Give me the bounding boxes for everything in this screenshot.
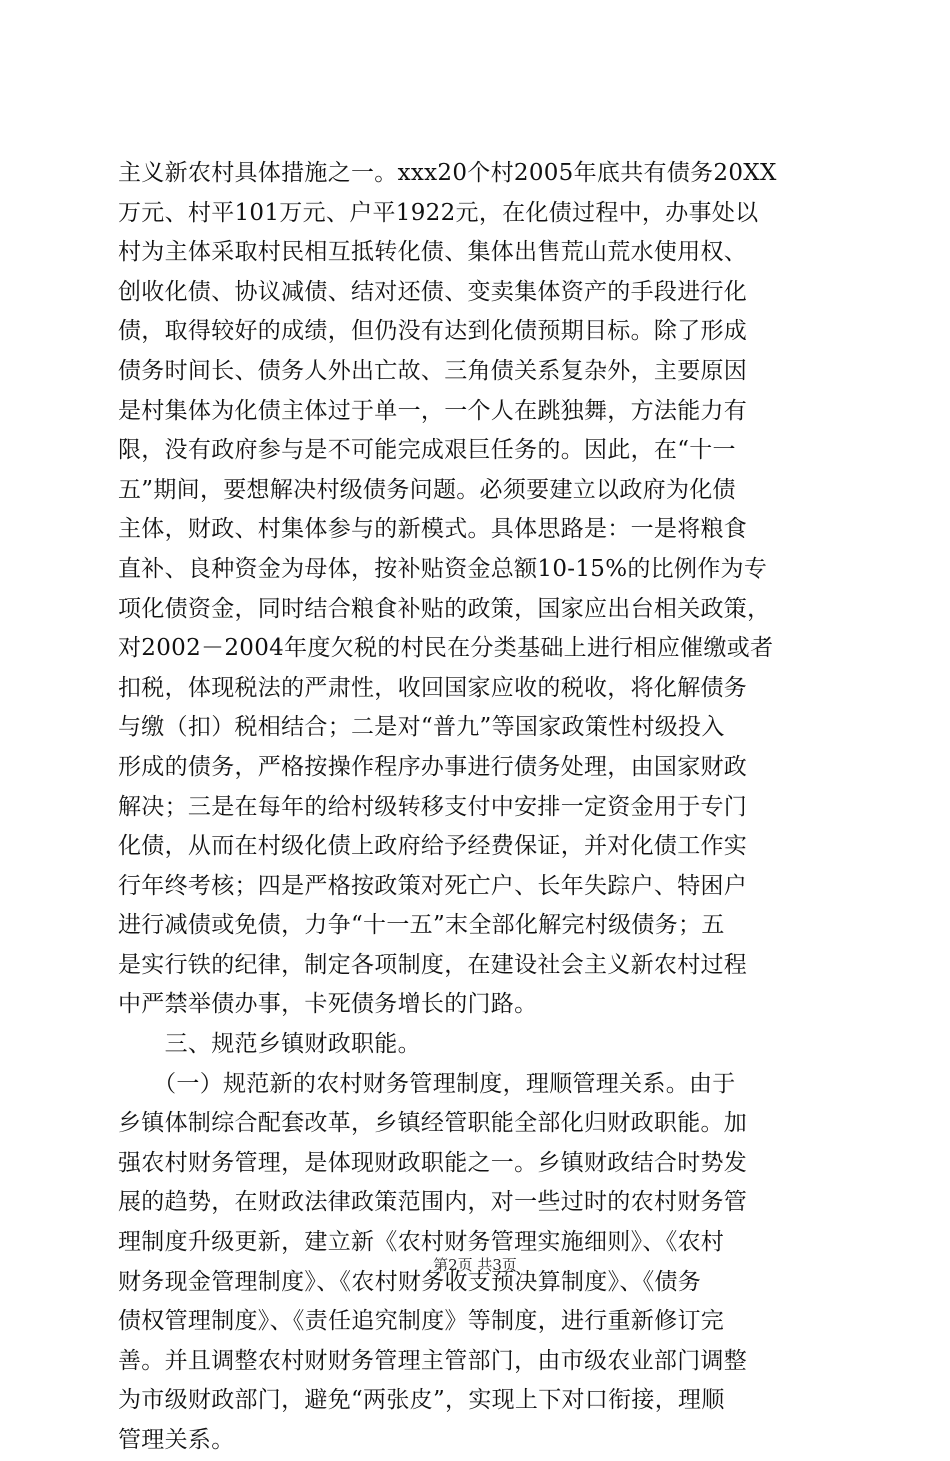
text-line: 扣税，体现税法的严肃性，收回国家应收的税收，将化解债务 — [118, 674, 748, 701]
text-line: 五”期间，要想解决村级债务问题。必须要建立以政府为化债 — [118, 476, 736, 503]
text-line: 解决；三是在每年的给村级转移支付中安排一定资金用于专门 — [118, 793, 748, 820]
text-line: 债权管理制度》、《责任追究制度》等制度，进行重新修订完 — [118, 1308, 725, 1335]
text-line: 为市级财政部门，避免“两张皮”，实现上下对口衔接，理顺 — [118, 1387, 725, 1414]
text-line: 形成的债务，严格按操作程序办事进行债务处理，由国家财政 — [118, 753, 748, 780]
text-line: 限，没有政府参与是不可能完成艰巨任务的。因此，在“十一 — [118, 437, 736, 464]
text-line: （一）规范新的农村财务管理制度，理顺管理关系。由于 — [118, 1070, 736, 1097]
text-line: 乡镇体制综合配套改革，乡镇经管职能全部化归财政职能。加 — [118, 1110, 748, 1137]
text-line: 中严禁举债办事，卡死债务增长的门路。 — [118, 991, 538, 1018]
text-line: 对2002－2004年度欠税的村民在分类基础上进行相应催缴或者 — [118, 635, 774, 662]
text-line: 管理关系。 — [118, 1427, 235, 1453]
page-number: 第2页 共3页 — [433, 1256, 517, 1274]
text-line: 创收化债、协议减债、结对还债、变卖集体资产的手段进行化 — [118, 278, 748, 305]
text-line: 主体，财政、村集体参与的新模式。具体思路是：一是将粮食 — [118, 516, 748, 543]
page-footer — [0, 1254, 950, 1276]
text-line: 化债，从而在村级化债上政府给予经费保证，并对化债工作实 — [118, 833, 748, 860]
text-line: 主义新农村具体措施之一。xxx20个村2005年底共有债务20XX — [118, 160, 777, 186]
text-line: 行年终考核；四是严格按政策对死亡户、长年失踪户、特困户 — [118, 872, 748, 899]
text-line: 强农村财务管理，是体现财政职能之一。乡镇财政结合时势发 — [118, 1149, 748, 1176]
text-line: 直补、良种资金为母体，按补贴资金总额10-15%的比例作为专 — [118, 555, 768, 582]
text-line: 项化债资金，同时结合粮食补贴的政策，国家应出台相关政策， — [118, 595, 771, 622]
text-line: 理制度升级更新，建立新《农村财务管理实施细则》、《农村 — [118, 1229, 725, 1256]
text-line: 善。并且调整农村财财务管理主管部门，由市级农业部门调整 — [118, 1347, 748, 1374]
text-line: 财务现金管理制度》、《农村财务收支预决算制度》、《债务 — [118, 1268, 702, 1295]
text-line: 村为主体采取村民相互抵转化债、集体出售荒山荒水使用权、 — [118, 239, 748, 266]
section-heading: 三、规范乡镇财政职能。 — [118, 1031, 421, 1058]
text-line: 展的趋势，在财政法律政策范围内，对一些过时的农村财务管 — [118, 1189, 748, 1216]
text-line: 债务时间长、债务人外出亡故、三角债关系复杂外，主要原因 — [118, 357, 748, 384]
text-line: 万元、村平101万元、户平1922元，在化债过程中，办事处以 — [118, 199, 759, 226]
text-line: 债，取得较好的成绩，但仍没有达到化债预期目标。除了形成 — [118, 318, 748, 345]
text-line: 与缴（扣）税相结合；二是对“普九”等国家政策性村级投入 — [118, 714, 725, 741]
text-line: 是村集体为化债主体过于单一，一个人在跳独舞，方法能力有 — [118, 397, 748, 424]
text-line: 是实行铁的纪律，制定各项制度，在建设社会主义新农村过程 — [118, 951, 748, 978]
text-line: 进行减债或免债，力争“十一五”末全部化解完村级债务；五 — [118, 912, 725, 939]
